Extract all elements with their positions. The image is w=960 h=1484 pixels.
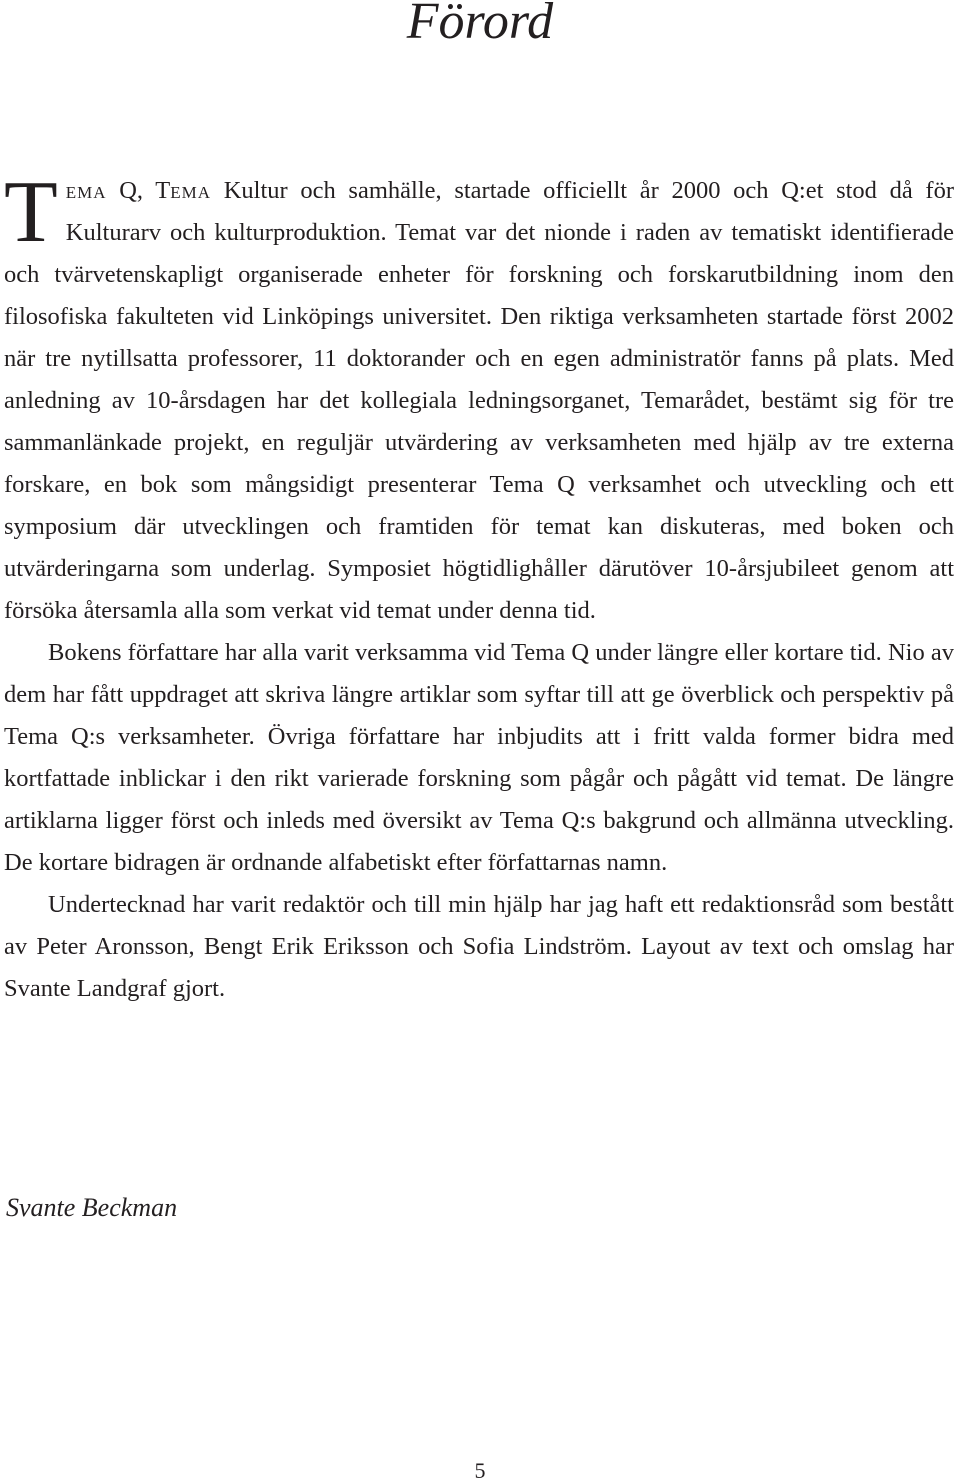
paragraph-1-text: Kultur och samhälle, startade officiellt år 2000 och Q:et stod då för Kulturarv och kulturproduktion. Temat var det nionde i raden av tematiskt identifierade och tvärvetenskapligt organiserade enheter för forskning och forskarutbildning inom den filosofiska fakulteten vid Linköpings universitet. Den riktiga verksamheten startade först 2002 när tre nytillsatta professorer, 11 doktorander och en egen administratör fanns på plats. Med anledning av 10-årsdagen har det kollegiala ledningsorganet, Temarådet, bestämt sig för tre sammanlänkade projekt, en reguljär utvärdering av verksamheten med hjälp av tre externa forskare, en bok som mångsidigt presenterar Tema Q verksamhet och utveckling och ett symposium där utvecklingen och framtiden för temat kan diskuteras, med boken och utvärderingarna som underlag. Symposiet högtidlighåller därutöver 10-årsjubileet genom att försöka återsamla alla som verkat vid temat under denna tid. [4,177,954,624]
paragraph-1 [4,164,954,632]
q-comma: Q, [106,177,156,204]
tema-smallcaps-1: ema [65,177,107,204]
paragraph-3: Undertecknad har varit redaktör och till min hjälp har jag haft ett redaktionsråd som bestått av Peter Aronsson, Bengt Erik Eriksson och Sofia Lindström. Layout av text och omslag har Svante Landgraf gjort. [4,891,954,1002]
paragraph-2: Bokens författare har alla varit verksamma vid Tema Q under längre eller kortare tid. Nio av dem har fått uppdraget att skriva längre artiklar som syftar till att ge överblick och perspektiv på Tema Q:s verksamheter. Övriga författare har inbjudits att i fritt valda former bidra med kortfattade inblickar i den rikt varierade forskning som pågår och pågått vid temat. De längre artiklarna ligger först och inleds med översikt av Tema Q:s bakgrund och allmänna utveckling. De kortare bidragen är ordnande alfabetiskt efter författarnas namn. [4,639,954,876]
tema-initial: T [155,177,171,204]
signature: Svante Beckman [6,1193,178,1222]
tema-smallcaps-2: ema [170,177,212,204]
body-text [4,164,954,1010]
page-title: Förord [406,0,554,50]
drop-cap: T [4,164,58,261]
page-number: 5 [474,1458,486,1483]
